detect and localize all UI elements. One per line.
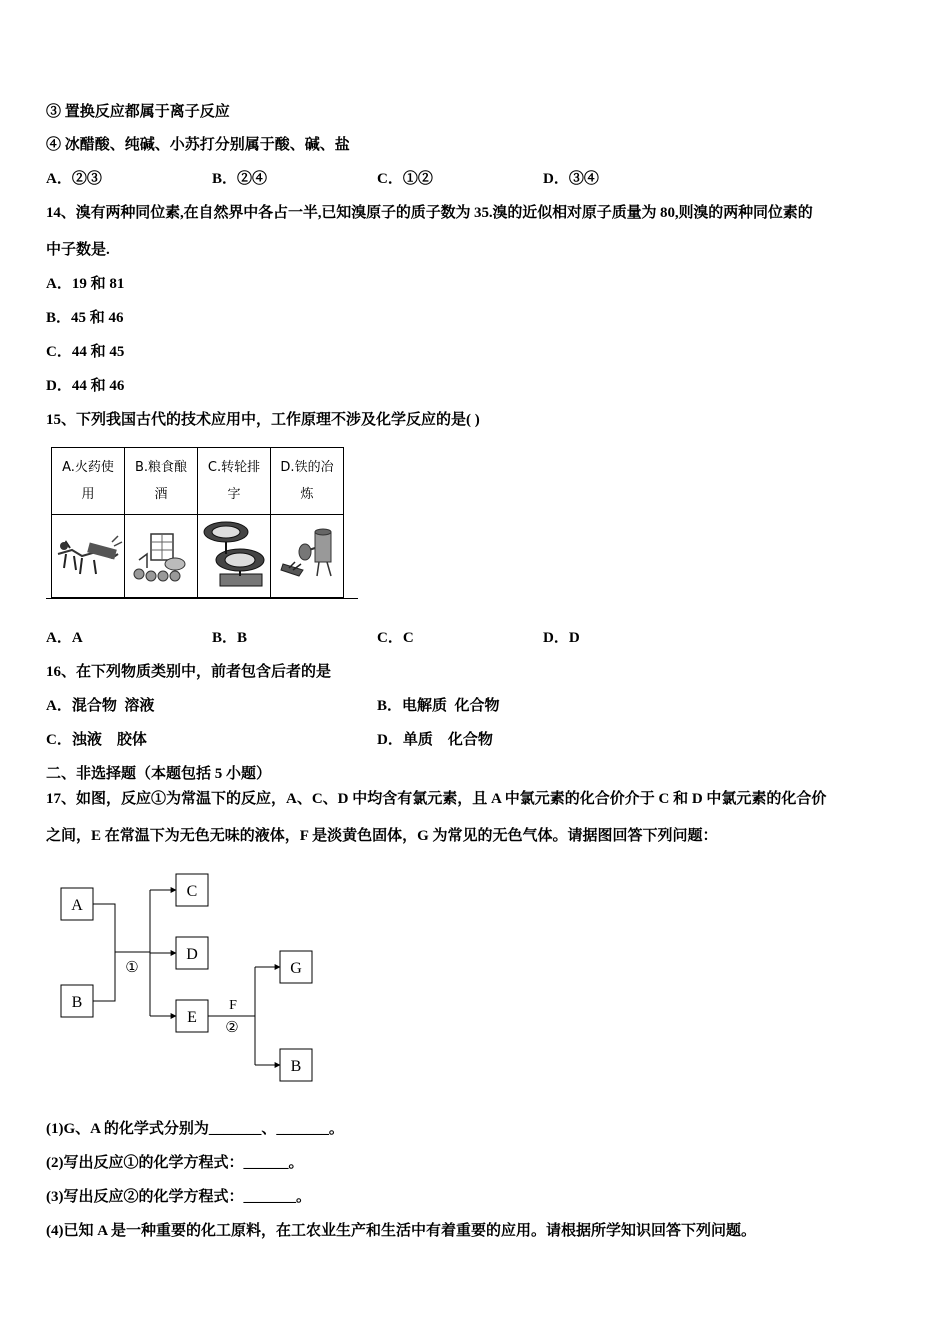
box-b-product-label: B [290,1058,302,1075]
table-cell-d-label: D.铁的冶 炼 [271,448,344,515]
q13-item3: ③ 置换反应都属于离子反应 [46,104,230,120]
section-heading: 二、非选择题（本题包括 5 小题） [46,766,272,782]
q17-sub2: (2)写出反应①的化学方程式：______。 [46,1155,304,1171]
q16-option-c: C．浊液 胶体 [46,732,147,748]
q13-option-d: D．③④ [543,171,599,187]
q17-stem-line1: 17、如图，反应①为常温下的反应，A、C、D 中均含有氯元素，且 A 中氯元素的化合价介于 C 和 D 中氯元素的化合价 [46,791,827,807]
q17-sub1: (1)G、A 的化学式分别为_______、_______。 [46,1121,344,1137]
q15-option-d: D．D [543,630,580,646]
q15-option-c: C．C [377,630,414,646]
table-cell-a-label: A.火药使 用 [52,448,125,515]
table-cell-c-label: C.转轮排 字 [198,448,271,515]
box-c-label: C [186,883,198,900]
table-cell-b-label: B.粮食酿 酒 [125,448,198,515]
q15-option-a: A．A [46,630,83,646]
grain-brewing-picture [125,515,198,598]
q13-option-a: A．②③ [46,171,102,187]
q13-option-c: C．①② [377,171,433,187]
q16-option-a: A．混合物 溶液 [46,698,155,714]
table-baseline-divider [46,598,358,599]
box-e-label: E [187,1009,197,1026]
reaction-flow-diagram [55,868,335,1088]
box-a-label: A [71,897,83,914]
q16-option-d: D．单质 化合物 [377,732,493,748]
reaction-2-reagent: F [229,998,237,1013]
q16-stem: 16、在下列物质类别中，前者包含后者的是 [46,664,332,680]
q17-sub4: (4)已知 A 是一种重要的化工原料，在工农业生产和生活中有着重要的应用。请根据所学知识回答下列问题。 [46,1223,756,1239]
q14-option-d: D．44 和 46 [46,378,125,394]
q14-option-b: B．45 和 46 [46,310,124,326]
q14-stem-line1: 14、溴有两种同位素,在自然界中各占一半,已知溴原子的质子数为 35.溴的近似相对原子质量为 80,则溴的两种同位素的 [46,205,813,221]
q14-option-a: A．19 和 81 [46,276,125,292]
reaction-1-label: ① [125,960,139,976]
q15-stem: 15、下列我国古代的技术应用中，工作原理不涉及化学反应的是( ) [46,412,480,428]
iron-smelting-picture [271,515,344,598]
q14-option-c: C．44 和 45 [46,344,125,360]
q13-item4: ④ 冰醋酸、纯碱、小苏打分别属于酸、碱、盐 [46,137,350,153]
q15-option-b: B．B [212,630,248,646]
box-b-reactant-label: B [71,994,83,1011]
q17-sub3: (3)写出反应②的化学方程式：_______。 [46,1189,311,1205]
q14-stem-line2: 中子数是. [46,242,110,258]
technology-table [51,447,344,598]
gunpowder-use-picture [52,515,125,598]
box-d-label: D [186,946,198,963]
q13-option-b: B．②④ [212,171,268,187]
q17-stem-line2: 之间，E 在常温下为无色无味的液体，F 是淡黄色固体，G 为常见的无色气体。请据图回答下列问题： [46,828,718,844]
box-g-label: G [290,960,302,977]
q16-option-b: B．电解质 化合物 [377,698,500,714]
rotating-type-wheel-picture [198,515,271,598]
reaction-2-label: ② [225,1020,239,1036]
